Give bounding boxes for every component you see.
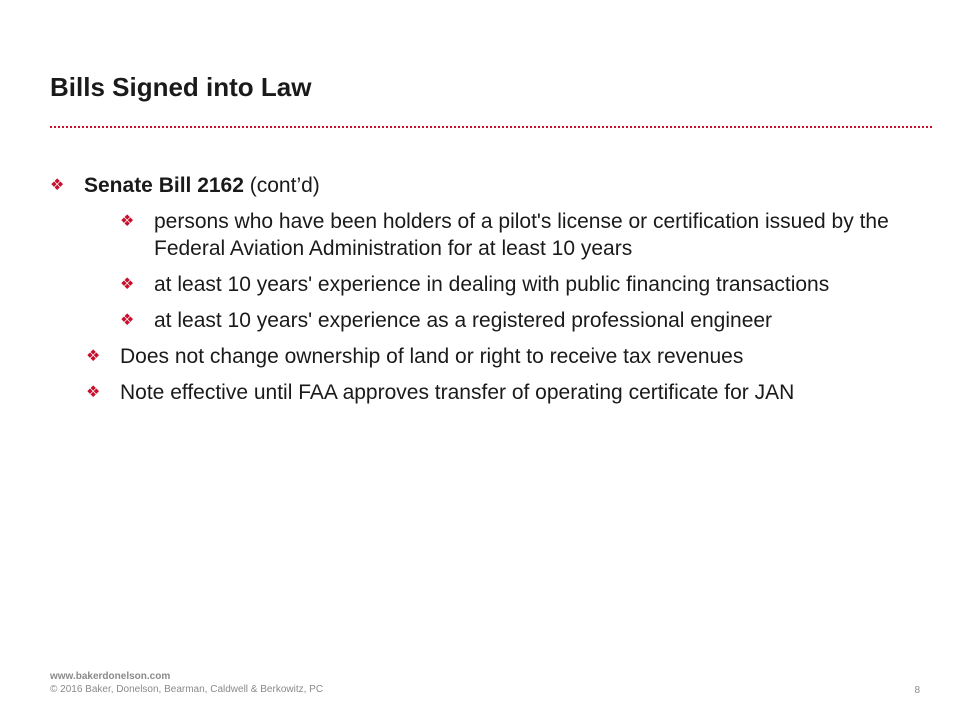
sub-bullet-text: at least 10 years' experience as a registered professional engineer xyxy=(154,309,773,332)
diamond-bullet-icon: ❖ xyxy=(120,213,135,230)
diamond-bullet-icon: ❖ xyxy=(120,276,135,293)
sub-bullet-item xyxy=(50,271,910,298)
bullet-list xyxy=(50,172,910,415)
diamond-bullet-icon: ❖ xyxy=(120,312,135,329)
title-divider xyxy=(50,126,932,128)
diamond-bullet-icon: ❖ xyxy=(86,348,101,365)
bullet-text: Note effective until FAA approves transfer of operating certificate for JAN xyxy=(120,381,795,404)
sub-bullet-item xyxy=(50,208,910,262)
bullet-item xyxy=(50,379,910,406)
footer-copyright: © 2016 Baker, Donelson, Bearman, Caldwell & Berkowitz, PC xyxy=(50,684,324,695)
bill-name: Senate Bill 2162 xyxy=(84,174,244,197)
diamond-bullet-icon: ❖ xyxy=(50,177,65,194)
page-number: 8 xyxy=(914,685,920,696)
footer-website: www.bakerdonelson.com xyxy=(50,671,171,682)
slide-title: Bills Signed into Law xyxy=(50,72,312,102)
bill-suffix: (cont’d) xyxy=(243,174,320,197)
sub-bullet-item xyxy=(50,307,910,334)
bullet-item xyxy=(50,172,910,199)
bullet-text: Does not change ownership of land or right to receive tax revenues xyxy=(120,345,744,368)
footer xyxy=(50,670,323,696)
sub-bullet-text: at least 10 years' experience in dealing with public financing transactions xyxy=(154,273,830,296)
sub-bullet-text: persons who have been holders of a pilot's license or certification issued by the Federal Aviation Administration for at least 10 years xyxy=(154,210,889,260)
diamond-bullet-icon: ❖ xyxy=(86,384,101,401)
bullet-item xyxy=(50,343,910,370)
